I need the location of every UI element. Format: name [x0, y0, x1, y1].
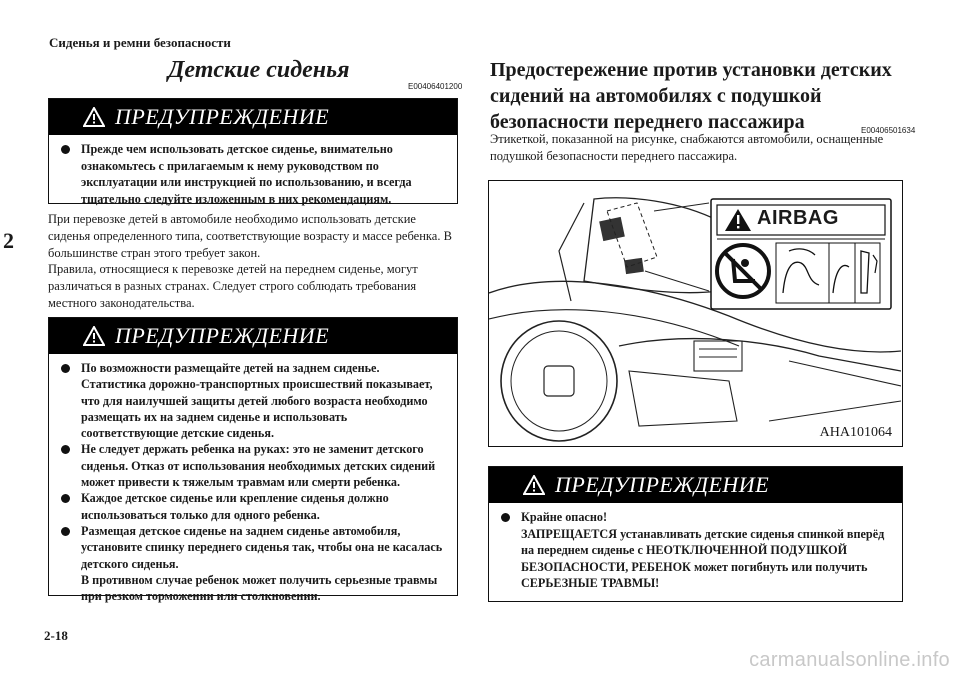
bullet-icon [501, 513, 510, 522]
warning-triangle-icon [523, 475, 545, 495]
warning-item: Не следует держать ребенка на руках: это не заменит детского сиденья. Отказ от использования необходимых детских сидений может привести к тяжелым травмам или смерти ребенка. [61, 441, 443, 490]
warning-triangle-icon [83, 107, 105, 127]
figure-label: AHA101064 [819, 425, 892, 440]
warning-title: Крайне опасно! [521, 510, 608, 524]
warning-header [49, 318, 457, 354]
warning-item [501, 509, 888, 592]
paragraph: При перевозке детей в автомобиле необходимо использовать детские сиденья определенного типа, соответствующие возрасту и массе ребенка. В большинстве стран этого требует закон. Правила, относящиеся к перевозке детей на переднем сиденье, могут различаться в разных странах. Следует строго соблюдать требования местного законодательства. [48, 212, 452, 310]
warning-note: В противном случае ребенок может получить серьезные травмы при резком торможении или столкновении. [81, 572, 438, 604]
warning-box-1 [48, 98, 458, 204]
warning-header [49, 99, 457, 135]
dashboard-illustration [489, 181, 901, 445]
section-code: E00406401200 [408, 82, 463, 91]
bullet-icon [61, 145, 70, 154]
warning-triangle-icon [83, 326, 105, 346]
warning-item: Размещая детское сиденье на заднем сиденье автомобиля, установите спинку переднего сиденья так, чтобы она не касалась детского сиденья. [61, 523, 443, 572]
chapter-tab: 2 [3, 228, 14, 253]
airbag-label-figure [488, 180, 903, 447]
page-number: 2-18 [44, 628, 68, 643]
bullet-icon [61, 445, 70, 454]
warning-text: ЗАПРЕЩАЕТСЯ устанавливать детские сиденья спинкой вперёд на переднем сиденье с НЕОТКЛЮЧЕННОЙ ПОДУШКОЙ БЕЗОПАСНОСТИ, РЕБЕНОК может погибнуть или получить СЕРЬЕЗНЫЕ ТРАВМЫ! [521, 526, 885, 591]
watermark: carmanualsonline.info [749, 649, 950, 671]
warning-box-3 [488, 466, 903, 602]
warning-header [489, 467, 902, 503]
no-child-seat-icon [717, 245, 769, 297]
bullet-icon [61, 527, 70, 536]
warning-item: По возможности размещайте детей на заднем сиденье. Статистика дорожно-транспортных происшествий показывает, что для наилучшей защиты детей любого возраста необходимо размещать их на заднем сиденье и использовать соответствующие детские сиденья. [61, 360, 443, 441]
section-title-airbag-warning: Предостережение против установки детских сидений на автомобилях с подушкой безопасности переднего пассажира [490, 59, 892, 133]
airbag-text: AIRBAG [757, 207, 839, 229]
paragraph: Этикеткой, показанной на рисунке, снабжаются автомобили, оснащенные подушкой безопасности переднего пассажира. [490, 132, 884, 163]
warning-heading: ПРЕДУПРЕЖДЕНИЕ [115, 323, 330, 348]
warning-item: Прежде чем использовать детское сиденье, внимательно ознакомьтесь с прилагаемым к нему руководством по эксплуатации или инструкцией по использованию, и всегда тщательно следуйте изложенным в них рекомендациям. [61, 141, 443, 207]
section-title-child-seats: Детские сиденья [168, 57, 350, 83]
warning-heading: ПРЕДУПРЕЖДЕНИЕ [555, 472, 770, 497]
warning-item: Каждое детское сиденье или крепление сиденья должно использоваться только для одного ребенка. [61, 490, 443, 523]
bullet-icon [61, 364, 70, 373]
section-code: E00406501634 [861, 126, 916, 135]
warning-heading: ПРЕДУПРЕЖДЕНИЕ [115, 104, 330, 129]
section-header: Сиденья и ремни безопасности [49, 35, 231, 50]
warning-box-2 [48, 317, 458, 604]
bullet-icon [61, 494, 70, 503]
